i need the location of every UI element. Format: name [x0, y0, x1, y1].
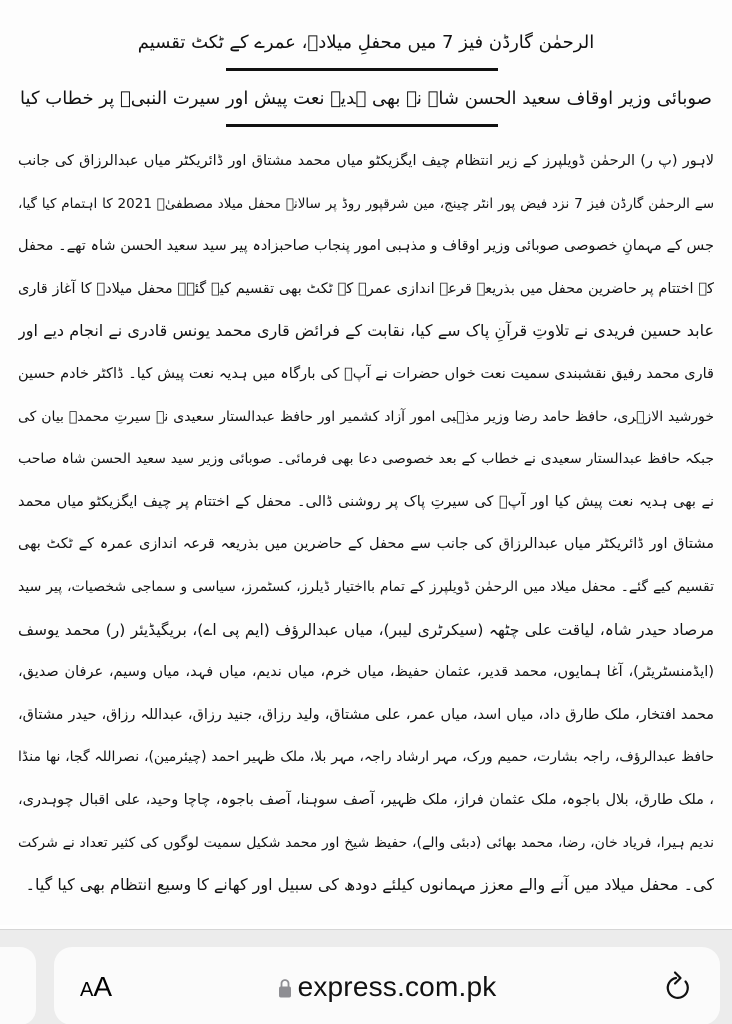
- subheadline-divider: [226, 124, 498, 127]
- article-line: ، ملک طارق، بلال باجوہ، ملک عثمان فراز، ملک ظہیر، آصف سوہنا، آصف باجوہ، چاچا وحید، علی اقبال چوہدری،: [18, 791, 714, 808]
- article-line: کے اختتام پر حاضرین محفل میں بذریعہ قرعہ اندازی عمرہ کے ٹکٹ بھی تقسیم کیے گئے۔ محفل میلادؐ کا آغاز قاری: [18, 280, 714, 297]
- article-subheadline: صوبائی وزیر اوقاف سعید الحسن شاہ نے بھی ہدیہ نعت پیش اور سیرت النبیؐ پر خطاب کیا: [20, 88, 712, 109]
- text-size-icon-small: A: [80, 979, 94, 1001]
- article-line: حافظ عبدالرؤف، راجہ بشارت، حمیم ورک، مہر ارشاد راجہ، مہر بلا، ملک ظہیر احمد (چیئرمین)، نصراللہ گجا، نھا منڈا: [18, 749, 714, 766]
- article-line: جس کے مہمانِ خصوصی صوبائی وزیر اوقاف و مذہبی امور پنجاب صاحبزادہ پیر سید سعید الحسن شاہ تھے۔ محفل: [18, 238, 714, 255]
- text-size-icon-large: A: [93, 971, 113, 1002]
- url-text: express.com.pk: [297, 971, 497, 1002]
- article-line: جبکہ حافظ عبدالستار سعیدی نے خطاب کے بعد خصوصی دعا بھی فرمائی۔ صوبائی وزیر سید سعید الحسن شاہ صاحب: [18, 451, 714, 468]
- article-line: لاہور (پ ر) الرحمٰن ڈویلپرز کے زیر انتظام چیف ایگزیکٹو میاں محمد مشتاق اور ڈائریکٹر میاں عبدالرزاق کی جانب: [18, 153, 714, 169]
- article-line: مشتاق اور ڈائریکٹر میاں عبدالرزاق کی جانب سے محفل کے حاضرین میں بذریعہ قرعہ اندازی عمرہ کے ٹکٹ بھی: [18, 536, 714, 553]
- article-line: خورشید الازہری، حافظ حامد رضا وزیر مذہبی امور آزاد کشمیر اور حافظ عبدالستار سعیدی نے سیرتِ محمدؐ بیان کی: [18, 408, 714, 425]
- browser-toolbar: [0, 929, 732, 1024]
- article-line: عابد حسین فریدی نے تلاوتِ قرآنِ پاک سے کیا، نقابت کے فرائض قاری محمد یونس قادری نے انجام دیے اور: [18, 321, 714, 341]
- article-line: کی۔ محفل میلاد میں آنے والے معزز مہمانوں کیلئے دودھ کی سبیل اور کھانے کا وسیع انتظام بھی کیا گیا۔: [25, 875, 714, 895]
- url-display[interactable]: [54, 965, 720, 1009]
- article-line: مرصاد حیدر شاہ، لیاقت علی چٹھہ (سیکرٹری لیبر)، میاں عبدالرؤف (ایم پی اے)، بریگیڈیئر (ر) محمد یوسف: [18, 620, 714, 639]
- lock-icon: [278, 977, 292, 999]
- headline-divider: [226, 68, 498, 71]
- article-line: ندیم ہیرا، فریاد خان، رضا، محمد بھائی (دبئی والے)، حفیظ شیخ اور محمد شکیل سمیت لوگوں کی کثیر تعداد نے شرکت: [18, 834, 714, 851]
- article-headline: الرحمٰن گارڈن فیز 7 میں محفلِ میلادؐ، عمرے کے ٹکٹ تقسیم: [137, 32, 595, 53]
- reload-icon[interactable]: [664, 969, 694, 1003]
- article-line: قاری محمد رفیق نقشبندی سمیت نعت خواں حضرات نے آپؐ کی بارگاہ میں ہدیہ نعت پیش کیا۔ ڈاکٹر خادم حسین: [18, 365, 714, 382]
- article-body: [18, 140, 714, 907]
- article-line: نے بھی ہدیہ نعت پیش کیا اور آپؐ کی سیرتِ پاک پر روشنی ڈالی۔ محفل کے اختتام پر چیف ایگزیکٹو میاں محمد: [18, 493, 714, 510]
- article-line: محمد افتخار، ملک طارق داد، میاں اسد، میاں عمر، علی مشتاق، ولید رزاق، جنید رزاق، عبداللہ رزاق، حیدر مشتاق،: [18, 706, 714, 723]
- previous-tab-preview[interactable]: [0, 947, 36, 1024]
- article-line: تقسیم کیے گئے۔ محفل میلاد میں الرحمٰن ڈویلپرز کے تمام بااختیار ڈیلرز، کسٹمرز، سیاسی و سماجی شخصیات، پیر سید: [18, 578, 714, 595]
- article-line: سے الرحمٰن گارڈن فیز 7 نزد فیض پور انٹر چینج، مین شرقپور روڈ پر سالانہ محفل میلاد مصطفیٰؐ 2021 کا اہتمام کیا گیا،: [18, 195, 714, 212]
- address-bar[interactable]: [54, 947, 720, 1024]
- article-line: (ایڈمنسٹریٹر)، آغا ہمایوں، محمد قدیر، عثمان حفیظ، میاں خرم، میاں ندیم، میاں فہد، میاں وسیم، عرفان صدیق،: [18, 664, 714, 681]
